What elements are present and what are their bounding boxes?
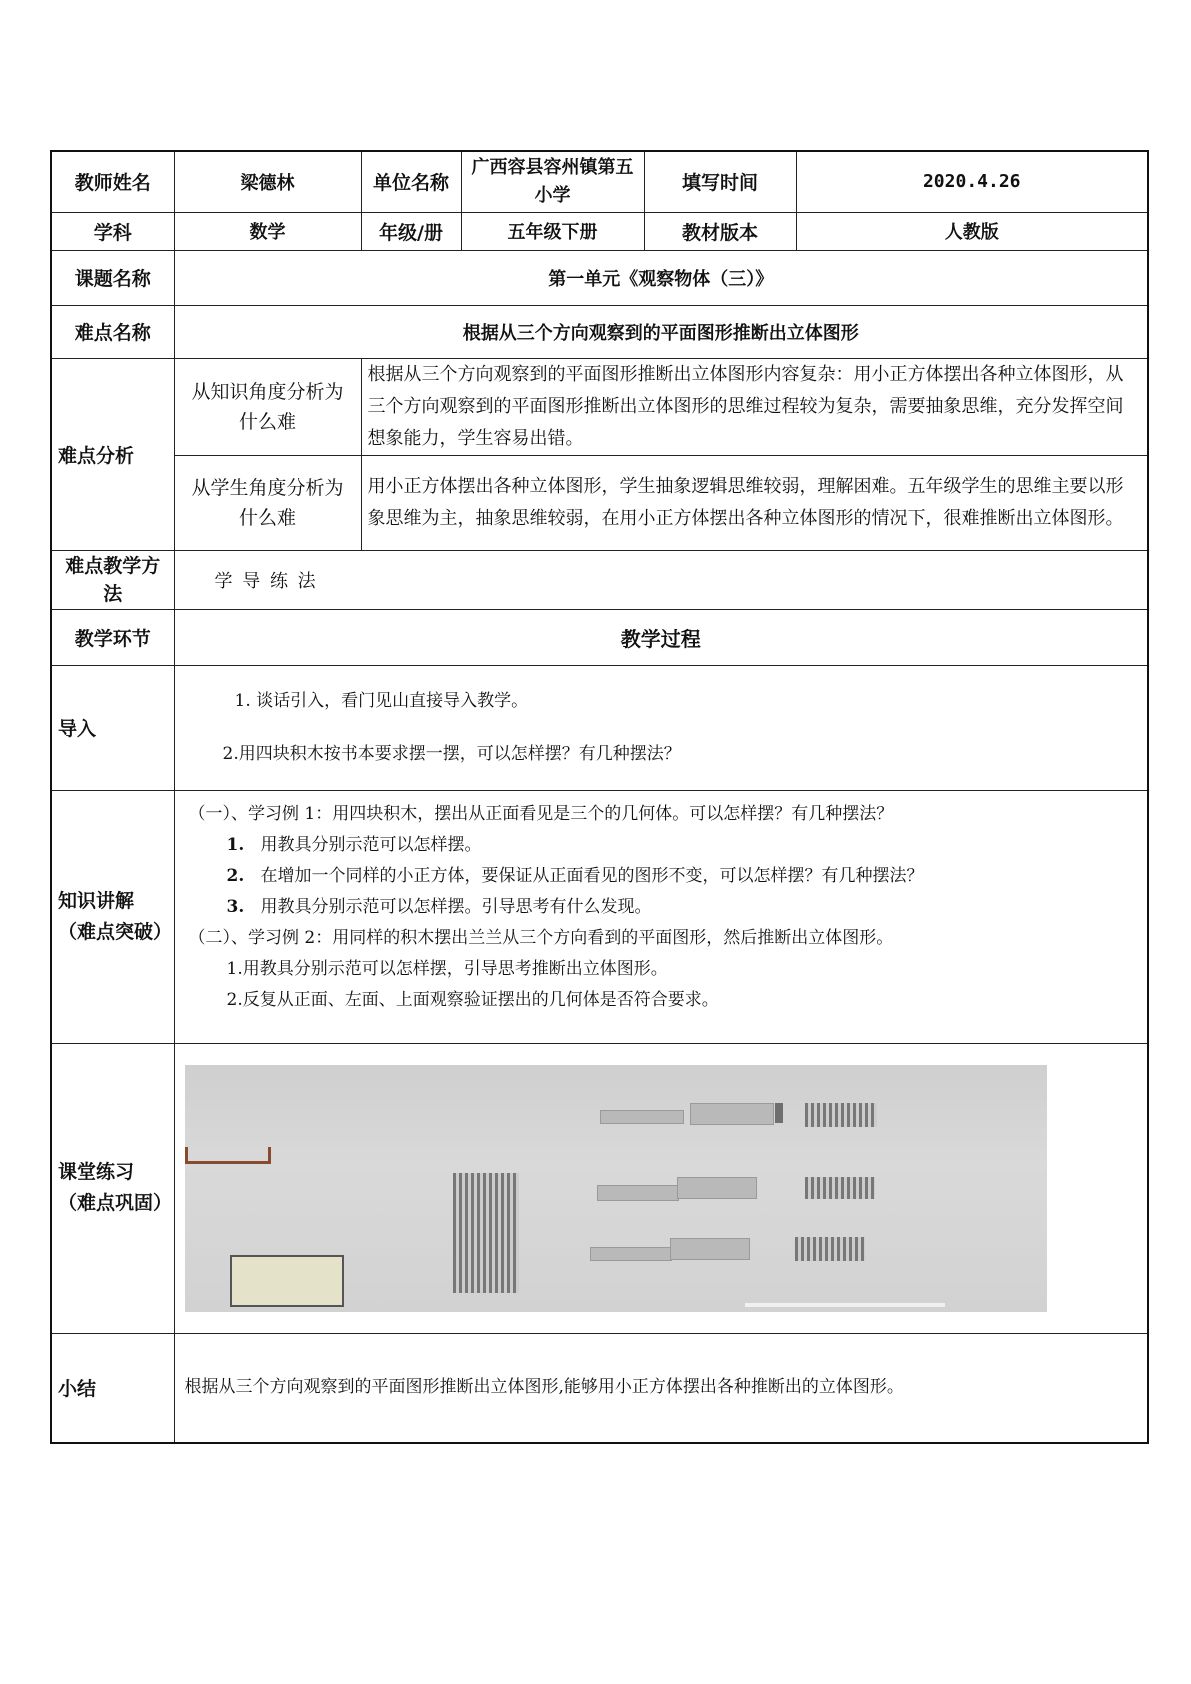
grade-label: 年级/册 <box>361 212 461 250</box>
edition-value: 人教版 <box>796 212 1148 250</box>
block-shape <box>600 1110 684 1124</box>
view-label-image <box>795 1237 865 1261</box>
block-shape <box>775 1103 783 1123</box>
unit-label: 单位名称 <box>361 151 461 212</box>
row-method <box>51 550 1148 609</box>
knowledge-line-7: 2.反复从正面、左面、上面观察验证摆出的几何体是否符合要求。 <box>226 989 719 1010</box>
knowledge-label: 知识讲解（难点突破） <box>51 790 174 1043</box>
intro-line-2: 2.用四块积木按书本要求摆一摆，可以怎样摆？有几种摆法？ <box>222 743 681 764</box>
intro-content <box>174 665 1148 790</box>
analysis-label: 难点分析 <box>51 358 174 550</box>
row-analysis-student <box>51 455 1148 550</box>
process-header: 教学过程 <box>174 609 1148 665</box>
step-number-2: 2. <box>226 865 245 886</box>
knowledge-line-1: （一）、学习例 1：用四块积木，摆出从正面看见是三个的几何体。可以怎样摆？有几种摆法？ <box>188 803 894 824</box>
edition-label: 教材版本 <box>644 212 796 250</box>
summary-label: 小结 <box>51 1333 174 1443</box>
subject-value: 数学 <box>174 212 361 250</box>
pencil-shape <box>185 1147 271 1164</box>
block-shape <box>590 1247 672 1261</box>
knowledge-angle-text: 根据从三个方向观察到的平面图形推断出立体图形内容复杂：用小正方体摆出各种立体图形，从三个方向观察到的平面图形推断出立体图形的思维过程较为复杂，需要抽象思维，充分发挥空间想象能力，学生容易出错。 <box>361 358 1148 455</box>
stage-header: 教学环节 <box>51 609 174 665</box>
knowledge-step-1 <box>189 830 1138 861</box>
subject-label: 学科 <box>51 212 174 250</box>
row-summary <box>51 1333 1148 1443</box>
knowledge-line-6: 1.用教具分别示范可以怎样摆，引导思考推断出立体图形。 <box>226 958 668 979</box>
topic-label: 课题名称 <box>51 250 174 305</box>
row-subject <box>51 212 1148 250</box>
unit-name: 广西容县容州镇第五小学 <box>461 151 644 212</box>
step-text-1: 用教具分别示范可以怎样摆。 <box>260 834 482 855</box>
student-angle-label: 从学生角度分析为什么难 <box>174 455 361 550</box>
practice-content <box>174 1043 1148 1333</box>
knowledge-line-5: （二）、学习例 2：用同样的积木摆出兰兰从三个方向看到的平面图形，然后推断出立体图形。 <box>188 927 894 948</box>
intro-label: 导入 <box>51 665 174 790</box>
topic-value: 第一单元《观察物体（三）》 <box>174 250 1148 305</box>
step-text-3: 用教具分别示范可以怎样摆。引导思考有什么发现。 <box>260 896 652 917</box>
knowledge-step-3 <box>189 892 1138 923</box>
teacher-name: 梁德林 <box>174 151 361 212</box>
knowledge-content <box>174 790 1148 1043</box>
method-value: 学 导 练 法 <box>174 550 1148 609</box>
date-label: 填写时间 <box>644 151 796 212</box>
block-shape <box>690 1103 774 1125</box>
lesson-table <box>50 150 1149 1444</box>
row-intro <box>51 665 1148 790</box>
knowledge-angle-label: 从知识角度分析为什么难 <box>174 358 361 455</box>
lesson-form <box>50 150 1147 1444</box>
practice-photo <box>185 1065 1047 1312</box>
row-practice <box>51 1043 1148 1333</box>
grade-value: 五年级下册 <box>461 212 644 250</box>
block-shape <box>597 1185 679 1201</box>
row-teacher <box>51 151 1148 212</box>
intro-line-1: 1. 谈话引入，看门见山直接导入教学。 <box>234 690 529 711</box>
row-difficulty <box>51 305 1148 358</box>
view-label-image <box>805 1177 875 1199</box>
block-shape <box>677 1177 757 1199</box>
difficulty-value: 根据从三个方向观察到的平面图形推断出立体图形 <box>174 305 1148 358</box>
row-topic <box>51 250 1148 305</box>
step-number-3: 3. <box>226 896 245 917</box>
row-analysis-knowledge <box>51 358 1148 455</box>
method-label: 难点教学方法 <box>51 550 174 609</box>
photo-watermark <box>745 1303 945 1307</box>
row-process-header <box>51 609 1148 665</box>
summary-text: 根据从三个方向观察到的平面图形推断出立体图形,能够用小正方体摆出各种推断出的立体图形。 <box>174 1333 1148 1443</box>
practice-label: 课堂练习（难点巩固） <box>51 1043 174 1333</box>
difficulty-label: 难点名称 <box>51 305 174 358</box>
student-angle-text: 用小正方体摆出各种立体图形，学生抽象逻辑思维较弱，理解困难。五年级学生的思维主要以形象思维为主，抽象思维较弱，在用小正方体摆出各种立体图形的情况下，很难推断出立体图形。 <box>361 455 1148 550</box>
step-text-2: 在增加一个同样的小正方体，要保证从正面看见的图形不变，可以怎样摆？有几种摆法？ <box>260 865 924 886</box>
fill-date: 2020.4.26 <box>796 151 1148 212</box>
vertical-caption-image <box>453 1173 519 1293</box>
step-number-1: 1. <box>226 834 245 855</box>
teacher-label: 教师姓名 <box>51 151 174 212</box>
knowledge-step-2 <box>189 861 1138 892</box>
view-label-image <box>805 1103 877 1127</box>
row-knowledge <box>51 790 1148 1043</box>
cube-box-shape <box>230 1255 344 1307</box>
block-shape <box>670 1238 750 1260</box>
